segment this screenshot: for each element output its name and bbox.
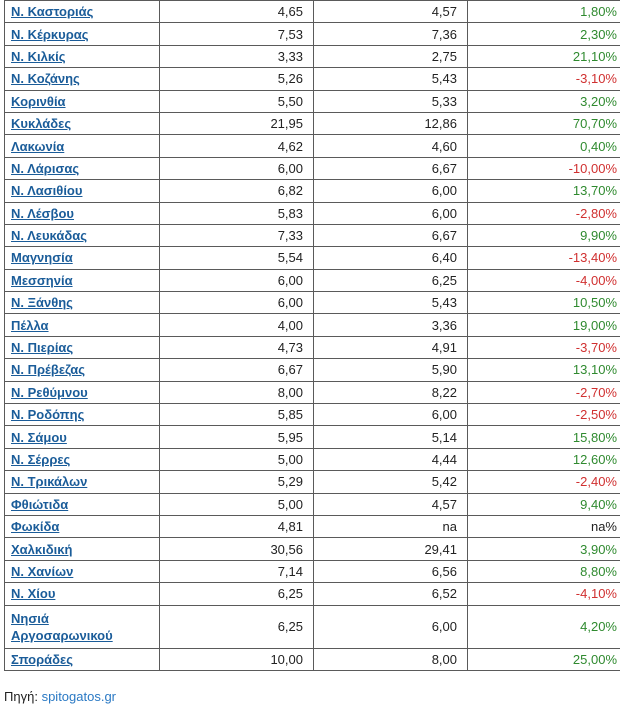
value-b-cell: 4,57: [314, 493, 468, 515]
table-row: [5, 180, 620, 202]
change-cell: -10,00%: [468, 157, 620, 179]
change-cell: 2,30%: [468, 23, 620, 45]
value-a-cell: 5,85: [160, 404, 314, 426]
table-row: [5, 157, 620, 179]
value-b-cell: 5,33: [314, 90, 468, 112]
region-cell: [5, 538, 160, 560]
region-cell: [5, 515, 160, 537]
value-a-cell: 10,00: [160, 648, 314, 670]
region-cell: [5, 448, 160, 470]
change-cell: 1,80%: [468, 1, 620, 23]
value-b-cell: 8,22: [314, 381, 468, 403]
table-row: [5, 404, 620, 426]
source-line: [4, 689, 116, 704]
change-cell: 3,20%: [468, 90, 620, 112]
value-a-cell: 8,00: [160, 381, 314, 403]
region-cell: [5, 336, 160, 358]
value-a-cell: 5,54: [160, 247, 314, 269]
region-link[interactable]: Μαγνησία: [11, 250, 73, 266]
table-row: [5, 90, 620, 112]
table-row: [5, 648, 620, 670]
region-link[interactable]: Ν. Λασιθίου: [11, 183, 83, 199]
table-row: [5, 45, 620, 67]
value-a-cell: 4,00: [160, 314, 314, 336]
region-cell: [5, 583, 160, 605]
change-cell: 8,80%: [468, 560, 620, 582]
value-a-cell: 3,33: [160, 45, 314, 67]
region-link[interactable]: Ν. Σέρρες: [11, 452, 71, 467]
value-a-cell: 6,82: [160, 180, 314, 202]
change-cell: 25,00%: [468, 648, 620, 670]
change-cell: 12,60%: [468, 448, 620, 470]
region-cell: [5, 314, 160, 336]
change-cell: na%: [468, 515, 620, 537]
table-row: [5, 515, 620, 537]
region-cell: [5, 359, 160, 381]
change-cell: 10,50%: [468, 292, 620, 314]
value-b-cell: 5,43: [314, 292, 468, 314]
region-link[interactable]: Ν. Ρεθύμνου: [11, 384, 88, 400]
table-row: [5, 359, 620, 381]
value-a-cell: 6,67: [160, 359, 314, 381]
change-cell: 70,70%: [468, 112, 620, 134]
region-cell: [5, 45, 160, 67]
value-b-cell: na: [314, 515, 468, 537]
value-b-cell: 6,40: [314, 247, 468, 269]
value-b-cell: 6,52: [314, 583, 468, 605]
value-b-cell: 12,86: [314, 112, 468, 134]
table-row: [5, 605, 620, 648]
table-row: [5, 538, 620, 560]
price-change-table: [4, 0, 620, 671]
change-cell: 15,80%: [468, 426, 620, 448]
value-a-cell: 6,25: [160, 605, 314, 648]
table-row: [5, 448, 620, 470]
value-b-cell: 4,44: [314, 448, 468, 470]
region-link[interactable]: Ν. Λευκάδας: [11, 228, 87, 244]
table-row: [5, 314, 620, 336]
table-row: [5, 1, 620, 23]
value-b-cell: 4,57: [314, 1, 468, 23]
region-link[interactable]: Ν. Πιερίας: [11, 340, 74, 356]
value-a-cell: 4,65: [160, 1, 314, 23]
change-cell: 4,20%: [468, 605, 620, 648]
region-link[interactable]: Ν. Χίου: [11, 586, 56, 602]
region-link[interactable]: Ν. Ξάνθης: [11, 295, 73, 311]
value-a-cell: 7,53: [160, 23, 314, 45]
value-b-cell: 6,00: [314, 180, 468, 202]
value-b-cell: 7,36: [314, 23, 468, 45]
table-row: [5, 247, 620, 269]
region-link[interactable]: Μεσσηνία: [11, 272, 73, 288]
value-b-cell: 6,56: [314, 560, 468, 582]
source-label: Πηγή:: [4, 689, 42, 704]
region-cell: [5, 269, 160, 291]
region-link[interactable]: Σποράδες: [11, 651, 73, 667]
table-row: [5, 471, 620, 493]
region-cell: [5, 404, 160, 426]
value-a-cell: 7,33: [160, 224, 314, 246]
region-link[interactable]: Ν. Καστοριάς: [11, 4, 94, 20]
region-link[interactable]: Νησιά Αργοσαρωνικού: [11, 610, 113, 643]
table-row: [5, 224, 620, 246]
change-cell: -2,40%: [468, 471, 620, 493]
region-link[interactable]: Ν. Κοζάνης: [11, 71, 80, 87]
change-cell: -2,70%: [468, 381, 620, 403]
value-a-cell: 5,29: [160, 471, 314, 493]
table-row: [5, 269, 620, 291]
table-row: [5, 135, 620, 157]
region-link[interactable]: Κυκλάδες: [11, 116, 72, 132]
region-link[interactable]: Λακωνία: [11, 138, 65, 154]
value-a-cell: 7,14: [160, 560, 314, 582]
value-b-cell: 6,00: [314, 605, 468, 648]
region-link[interactable]: Πέλλα: [11, 317, 49, 333]
value-a-cell: 5,00: [160, 493, 314, 515]
region-cell: [5, 381, 160, 403]
table-row: [5, 560, 620, 582]
region-cell: [5, 23, 160, 45]
region-cell: [5, 112, 160, 134]
region-cell: [5, 560, 160, 582]
table-body: [5, 1, 620, 671]
region-link[interactable]: Ν. Κιλκίς: [11, 48, 66, 64]
table-row: [5, 68, 620, 90]
table-row: [5, 493, 620, 515]
change-cell: -3,10%: [468, 68, 620, 90]
region-cell: [5, 135, 160, 157]
region-cell: [5, 1, 160, 23]
value-b-cell: 3,36: [314, 314, 468, 336]
region-link[interactable]: Κορινθία: [11, 93, 66, 109]
value-a-cell: 5,26: [160, 68, 314, 90]
region-link[interactable]: Ν. Τρικάλων: [11, 474, 88, 490]
region-link[interactable]: Ν. Πρέβεζας: [11, 362, 86, 378]
change-cell: 13,70%: [468, 180, 620, 202]
table-row: [5, 202, 620, 224]
table-row: [5, 292, 620, 314]
value-b-cell: 5,14: [314, 426, 468, 448]
region-cell: [5, 157, 160, 179]
region-cell: [5, 224, 160, 246]
value-b-cell: 4,60: [314, 135, 468, 157]
change-cell: -2,50%: [468, 404, 620, 426]
value-b-cell: 5,42: [314, 471, 468, 493]
change-cell: 9,90%: [468, 224, 620, 246]
change-cell: 13,10%: [468, 359, 620, 381]
value-a-cell: 6,00: [160, 269, 314, 291]
change-cell: 0,40%: [468, 135, 620, 157]
region-cell: [5, 247, 160, 269]
table-row: [5, 336, 620, 358]
table-row: [5, 381, 620, 403]
table-row: [5, 583, 620, 605]
region-cell: [5, 202, 160, 224]
value-b-cell: 6,00: [314, 404, 468, 426]
value-a-cell: 5,83: [160, 202, 314, 224]
region-link[interactable]: Ν. Λάρισας: [11, 160, 80, 176]
table-row: [5, 112, 620, 134]
change-cell: -4,10%: [468, 583, 620, 605]
change-cell: -2,80%: [468, 202, 620, 224]
change-cell: 3,90%: [468, 538, 620, 560]
value-b-cell: 6,67: [314, 157, 468, 179]
value-b-cell: 6,67: [314, 224, 468, 246]
region-cell: [5, 648, 160, 670]
value-a-cell: 6,00: [160, 292, 314, 314]
region-link[interactable]: Φθιώτιδα: [11, 496, 69, 512]
region-link[interactable]: Χαλκιδική: [11, 541, 73, 557]
value-a-cell: 4,62: [160, 135, 314, 157]
value-b-cell: 5,90: [314, 359, 468, 381]
source-link[interactable]: spitogatos.gr: [41, 689, 117, 704]
value-b-cell: 4,91: [314, 336, 468, 358]
table-row: [5, 23, 620, 45]
region-cell: [5, 426, 160, 448]
value-b-cell: 6,25: [314, 269, 468, 291]
value-b-cell: 6,00: [314, 202, 468, 224]
region-link[interactable]: Ν. Σάμου: [11, 429, 67, 445]
region-cell: [5, 471, 160, 493]
region-link[interactable]: Φωκίδα: [11, 519, 60, 535]
value-b-cell: 29,41: [314, 538, 468, 560]
value-a-cell: 4,73: [160, 336, 314, 358]
change-cell: -13,40%: [468, 247, 620, 269]
value-b-cell: 8,00: [314, 648, 468, 670]
region-cell: [5, 180, 160, 202]
region-cell: [5, 605, 160, 648]
value-b-cell: 2,75: [314, 45, 468, 67]
region-cell: [5, 90, 160, 112]
value-a-cell: 6,25: [160, 583, 314, 605]
change-cell: 9,40%: [468, 493, 620, 515]
value-a-cell: 5,00: [160, 448, 314, 470]
region-link[interactable]: Ν. Ροδόπης: [11, 407, 85, 423]
value-a-cell: 30,56: [160, 538, 314, 560]
region-link[interactable]: Ν. Κέρκυρας: [11, 26, 89, 42]
change-cell: -3,70%: [468, 336, 620, 358]
value-a-cell: 5,50: [160, 90, 314, 112]
region-link[interactable]: Ν. Λέσβου: [11, 205, 75, 221]
value-a-cell: 21,95: [160, 112, 314, 134]
region-cell: [5, 493, 160, 515]
region-link[interactable]: Ν. Χανίων: [11, 563, 74, 579]
table-row: [5, 426, 620, 448]
change-cell: -4,00%: [468, 269, 620, 291]
change-cell: 21,10%: [468, 45, 620, 67]
change-cell: 19,00%: [468, 314, 620, 336]
value-a-cell: 4,81: [160, 515, 314, 537]
region-cell: [5, 292, 160, 314]
value-b-cell: 5,43: [314, 68, 468, 90]
value-a-cell: 5,95: [160, 426, 314, 448]
value-a-cell: 6,00: [160, 157, 314, 179]
region-cell: [5, 68, 160, 90]
